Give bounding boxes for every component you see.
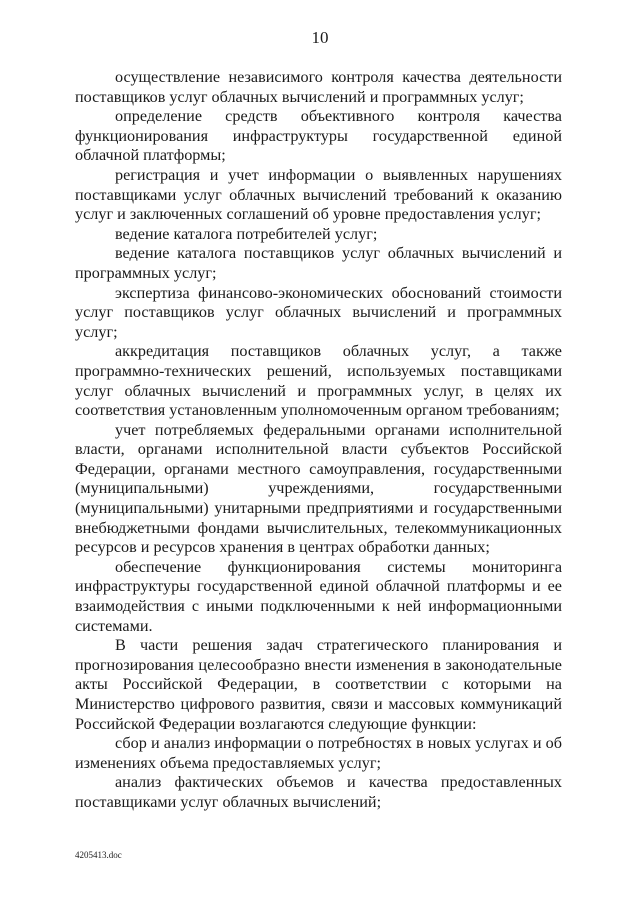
- paragraph: анализ фактических объемов и качества предоставленных поставщиками услуг облачных вычислений;: [75, 773, 562, 811]
- paragraph: учет потребляемых федеральными органами исполнительной власти, органами исполнительной власти субъектов Российской Федерации, органами местного самоуправления, государственными (муниципальными) учреждениями, государственными (муниципальными) унитарными предприятиями и государственными внебюджетными фондами вычислительных, телекоммуникационных ресурсов и ресурсов хранения в центрах обработки данных;: [75, 420, 562, 557]
- paragraph: осуществление независимого контроля качества деятельности поставщиков услуг облачных вычислений и программных услуг;: [75, 68, 562, 106]
- paragraph: аккредитация поставщиков облачных услуг, а также программно-технических решений, используемых поставщиками услуг облачных вычислений и программных услуг, в целях их соответствия установленным уполномоченным органом требованиям;: [75, 342, 562, 420]
- paragraph: ведение каталога потребителей услуг;: [115, 224, 378, 243]
- paragraph: обеспечение функционирования системы мониторинга инфраструктуры государственной единой облачной платформы и ее взаимодействия с иными подключенными к ней информационными системами.: [75, 557, 562, 635]
- paragraph: регистрация и учет информации о выявленных нарушениях поставщиками услуг облачных вычислений требований к оказанию услуг и заключенных соглашений об уровне предоставления услуг;: [75, 165, 562, 224]
- paragraph: определение средств объективного контроля качества функционирования инфраструктуры государственной единой облачной платформы;: [75, 107, 562, 165]
- paragraph: В части решения задач стратегического планирования и прогнозирования целесообразно внести изменения в законодательные акты Российской Федерации, в соответствии с которыми на Министерство цифрового развития, связи и массовых коммуникаций Российской Федерации возлагаются следующие функции:: [75, 636, 562, 733]
- body-text: [75, 68, 562, 813]
- footer-doc-id: 4205413.doc: [75, 850, 122, 860]
- paragraph: ведение каталога поставщиков услуг облачных вычислений и программных услуг;: [75, 244, 562, 282]
- paragraph: экспертиза финансово-экономических обоснований стоимости услуг поставщиков услуг облачных вычислений и программных услуг;: [75, 283, 562, 341]
- page-number: 10: [311, 28, 329, 47]
- paragraph: сбор и анализ информации о потребностях в новых услугах и об изменениях объема предоставляемых услуг;: [75, 734, 562, 772]
